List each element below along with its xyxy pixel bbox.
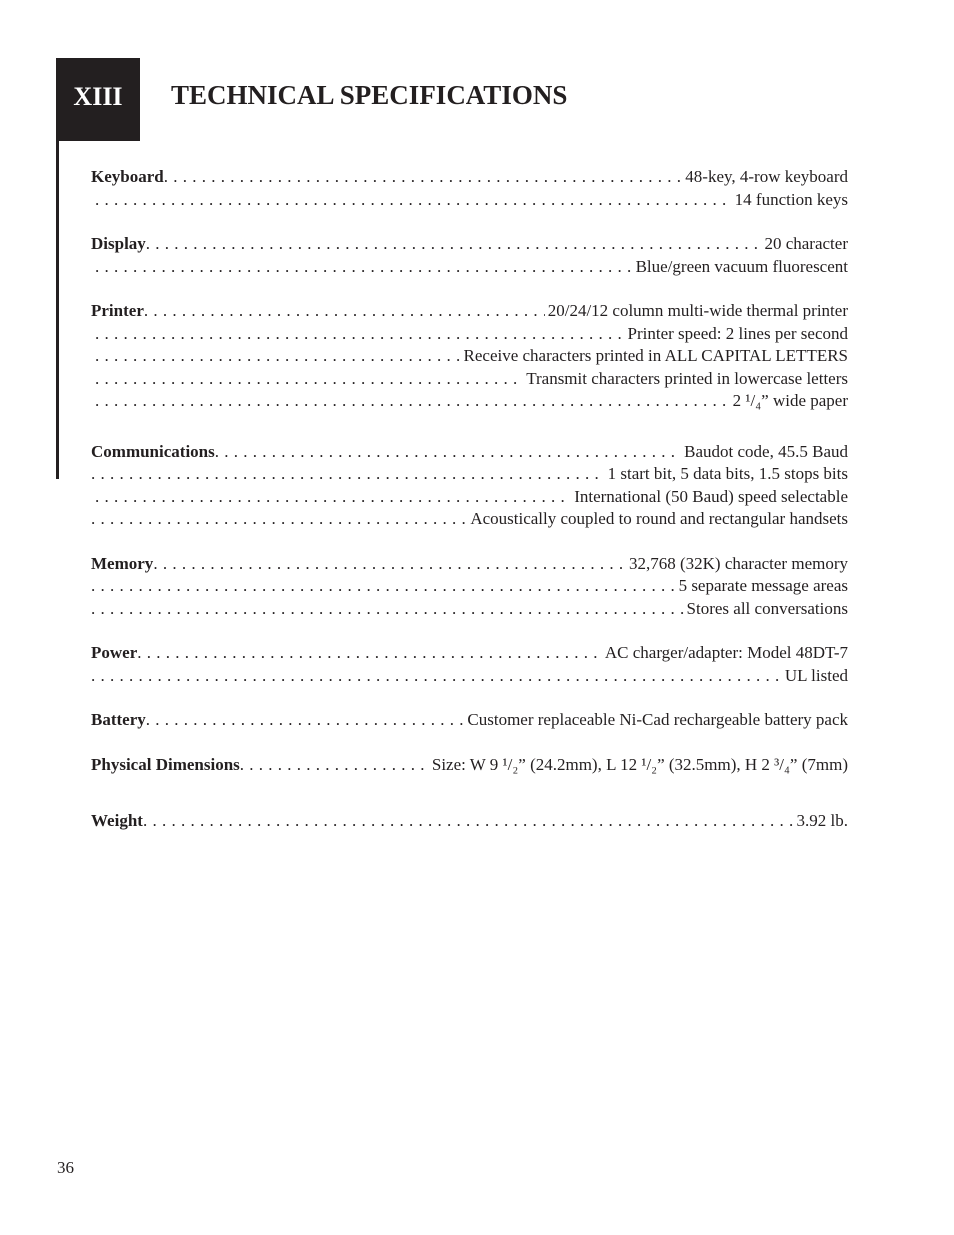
spec-value: Stores all conversations bbox=[686, 598, 848, 618]
spec-value: AC charger/adapter: Model 48DT-7 bbox=[604, 643, 848, 662]
spec-label: Communications bbox=[91, 441, 215, 461]
chapter-side-rule bbox=[56, 141, 59, 479]
spec-row bbox=[91, 323, 848, 346]
spec-row bbox=[91, 575, 848, 598]
spec-value: Printer speed: 2 lines per second bbox=[627, 323, 848, 343]
spec-row bbox=[91, 345, 848, 368]
spec-value: 5 separate message areas bbox=[678, 576, 848, 595]
spec-label: Memory bbox=[91, 553, 154, 573]
spec-value: Blue/green vacuum fluorescent bbox=[635, 256, 848, 276]
spec-row bbox=[91, 390, 848, 413]
spec-row-physical-dimensions bbox=[91, 754, 848, 777]
spec-value: Receive characters printed in ALL CAPITAL LETTERS bbox=[463, 346, 848, 365]
spec-value: International (50 Baud) speed selectable bbox=[574, 486, 848, 506]
spec-value: 14 function keys bbox=[734, 189, 848, 209]
spec-label: Weight bbox=[91, 811, 143, 830]
spec-label: Printer bbox=[91, 301, 144, 320]
page-number: 36 bbox=[57, 1158, 74, 1177]
spec-row bbox=[91, 189, 848, 212]
spec-value: 32,768 (32K) character memory bbox=[628, 553, 848, 573]
spec-value: 2 ¹/₄” wide paper bbox=[732, 391, 848, 410]
spec-row bbox=[91, 256, 848, 279]
spec-row bbox=[91, 598, 848, 621]
spec-label: Power bbox=[91, 643, 138, 662]
spec-value: 48-key, 4-row keyboard bbox=[685, 167, 848, 186]
spec-value: 20 character bbox=[764, 234, 848, 253]
spec-value: Baudot code, 45.5 Baud bbox=[684, 441, 848, 461]
chapter-number-box bbox=[56, 58, 140, 141]
spec-row bbox=[91, 508, 848, 531]
chapter-number: XIII bbox=[73, 82, 123, 111]
spec-label: Battery bbox=[91, 710, 146, 729]
spec-value: 3.92 lb. bbox=[796, 811, 848, 830]
spec-value: Customer replaceable Ni-Cad rechargeable battery pack bbox=[467, 710, 848, 729]
spec-row-printer bbox=[91, 300, 848, 323]
spec-row-weight bbox=[91, 810, 848, 833]
spec-row-power bbox=[91, 642, 848, 665]
spec-value: Transmit characters printed in lowercase letters bbox=[526, 368, 848, 388]
spec-row-keyboard bbox=[91, 166, 848, 189]
spec-value: UL listed bbox=[784, 665, 848, 685]
page-title: TECHNICAL SPECIFICATIONS bbox=[171, 80, 568, 110]
spec-value: Acoustically coupled to round and rectangular handsets bbox=[470, 509, 848, 528]
spec-value: 20/24/12 column multi-wide thermal printer bbox=[547, 301, 848, 320]
spec-label: Display bbox=[91, 234, 146, 253]
spec-row-display bbox=[91, 233, 848, 256]
spec-label: Keyboard bbox=[91, 167, 164, 186]
spec-value: Size: W 9 ¹/₂” (24.2mm), L 12 ¹/₂” (32.5mm), H 2 ³/₄” (7mm) bbox=[431, 754, 848, 774]
spec-list bbox=[91, 166, 848, 833]
spec-value: 1 start bit, 5 data bits, 1.5 stops bits bbox=[607, 464, 848, 483]
spec-row bbox=[91, 368, 848, 391]
spec-row bbox=[91, 463, 848, 486]
spec-row-battery bbox=[91, 709, 848, 732]
spec-row-memory bbox=[91, 553, 848, 576]
spec-row bbox=[91, 665, 848, 688]
spec-row bbox=[91, 486, 848, 509]
spec-row-communications bbox=[91, 441, 848, 464]
spec-label: Physical Dimensions bbox=[91, 754, 240, 774]
